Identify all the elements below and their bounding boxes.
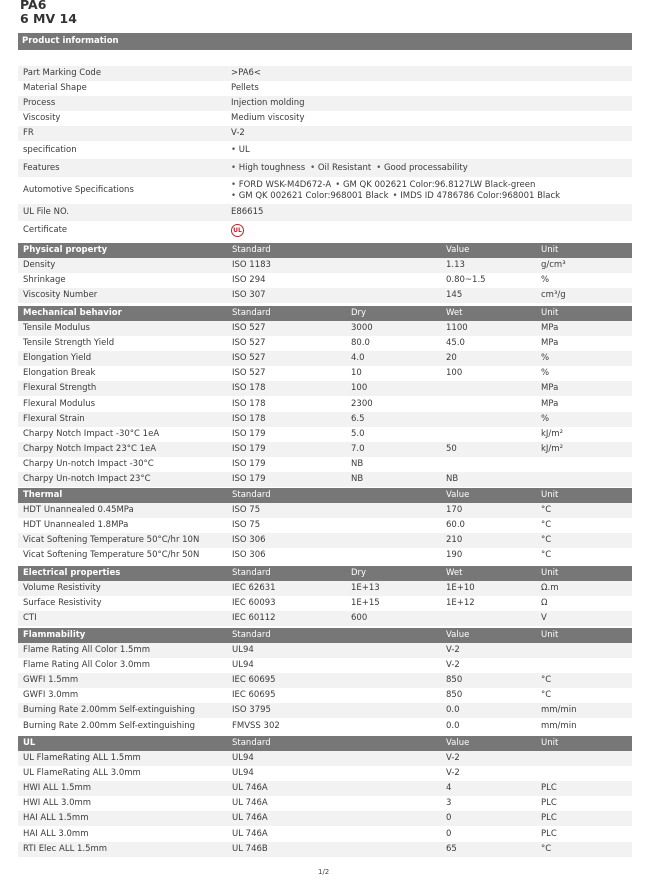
info-value xyxy=(231,141,250,159)
property-name: Charpy Un-notch Impact -30°C xyxy=(23,458,154,469)
flammability-section-header xyxy=(18,628,632,643)
mechanical-section-header xyxy=(18,306,632,321)
test-standard: ISO 527 xyxy=(232,338,266,349)
property-name: Burning Rate 2.00mm Self-extinguishing xyxy=(23,705,196,716)
property-unit: cm³/g xyxy=(541,290,566,301)
col-header-wet: Wet xyxy=(446,308,463,318)
info-label: Features xyxy=(23,163,60,173)
info-value: Medium viscosity xyxy=(231,113,305,123)
test-standard: ISO 179 xyxy=(232,443,266,454)
property-unit: °C xyxy=(541,535,552,546)
dry-value: 600 xyxy=(351,613,368,624)
col-header-dry: Dry xyxy=(351,308,367,318)
thermal-table-row xyxy=(18,518,632,533)
property-name: UL FlameRating ALL 1.5mm xyxy=(23,753,141,763)
dry-value: 5.0 xyxy=(351,428,365,439)
section-title: UL xyxy=(23,738,36,748)
property-name: Vicat Softening Temperature 50°C/hr 50N xyxy=(23,550,200,561)
wet-value: NB xyxy=(446,474,459,484)
property-name: HAI ALL 1.5mm xyxy=(23,813,89,824)
property-unit: kJ/m² xyxy=(541,428,563,439)
mechanical-table-row xyxy=(18,412,632,427)
info-value xyxy=(231,221,244,240)
test-standard: ISO 3795 xyxy=(232,705,271,716)
info-row-viscosity xyxy=(18,111,632,126)
info-row-specification xyxy=(18,141,632,159)
flammability-table-row xyxy=(18,703,632,718)
property-name: Flame Rating All Color 3.0mm xyxy=(23,660,150,671)
property-value: 190 xyxy=(446,550,463,561)
property-name: Tensile Strength Yield xyxy=(23,338,115,349)
test-standard: IEC 62631 xyxy=(232,583,276,593)
col-header-unit: Unit xyxy=(541,490,559,500)
property-unit: mm/min xyxy=(541,720,577,731)
property-name: Charpy Notch Impact -30°C 1eA xyxy=(23,428,160,439)
feature-item: High toughness xyxy=(238,163,306,173)
test-standard: IEC 60695 xyxy=(232,690,276,701)
physical-table-row xyxy=(18,258,632,273)
mechanical-table-row xyxy=(18,336,632,351)
page-number: 1/2 xyxy=(318,868,330,876)
property-name: Flexural Modulus xyxy=(23,398,96,409)
property-name: RTI Elec ALL 1.5mm xyxy=(23,843,108,854)
property-name: Elongation Break xyxy=(23,368,96,379)
physical-table-row xyxy=(18,288,632,303)
spec-item: GM QK 002621 Color:968001 Black xyxy=(238,191,389,201)
thermal-table-row xyxy=(18,503,632,518)
col-header-standard: Standard xyxy=(232,245,271,255)
property-value: 0.0 xyxy=(446,705,460,716)
document-title: PA6 xyxy=(20,0,47,12)
feature-item: Oil Resistant xyxy=(317,163,372,173)
test-standard: ISO 294 xyxy=(232,275,266,286)
wet-value: 1E+10 xyxy=(446,583,475,593)
mechanical-table-row xyxy=(18,351,632,366)
wet-value: 1E+12 xyxy=(446,598,475,609)
col-header-standard: Standard xyxy=(232,738,271,748)
test-standard: IEC 60112 xyxy=(232,613,276,624)
test-standard: ISO 178 xyxy=(232,398,266,409)
col-header-value: Value xyxy=(446,245,470,255)
flammability-table-row xyxy=(18,658,632,673)
info-label: Certificate xyxy=(23,225,68,235)
property-name: Flexural Strain xyxy=(23,413,85,424)
property-value: 65 xyxy=(446,843,457,854)
dry-value: NB xyxy=(351,458,364,469)
ul-table-row xyxy=(18,842,632,857)
property-unit: Ω xyxy=(541,598,548,609)
wet-value: 100 xyxy=(446,368,463,379)
property-name: GWFI 1.5mm xyxy=(23,675,79,686)
test-standard: IEC 60093 xyxy=(232,598,276,609)
spec-item: GM QK 002621 Color:96.8127LW Black-green xyxy=(342,180,536,190)
info-label: Viscosity xyxy=(23,113,61,123)
test-standard: UL94 xyxy=(232,753,254,763)
test-standard: ISO 75 xyxy=(232,505,261,515)
test-standard: UL94 xyxy=(232,660,254,671)
dry-value: 100 xyxy=(351,383,368,394)
bullet-icon: • xyxy=(231,180,239,190)
info-row-certificate xyxy=(18,221,632,240)
col-header-wet: Wet xyxy=(446,568,463,578)
property-value: 170 xyxy=(446,505,463,515)
section-title: Physical property xyxy=(23,245,108,255)
bullet-icon: • xyxy=(231,163,239,173)
property-unit: % xyxy=(541,368,550,379)
col-header-value: Value xyxy=(446,490,470,500)
flammability-table-row xyxy=(18,673,632,688)
ul-table-row xyxy=(18,751,632,766)
property-name: Surface Resistivity xyxy=(23,598,102,609)
test-standard: UL 746B xyxy=(232,843,268,854)
col-header-unit: Unit xyxy=(541,245,559,255)
physical-section-header xyxy=(18,243,632,258)
electrical-table-row xyxy=(18,596,632,611)
property-value: 210 xyxy=(446,535,463,546)
test-standard: FMVSS 302 xyxy=(232,720,280,731)
info-row-automotive-specifications xyxy=(18,177,632,204)
property-value: 850 xyxy=(446,690,463,701)
mechanical-table-row xyxy=(18,366,632,381)
property-unit: kJ/m² xyxy=(541,443,563,454)
ul-table-row xyxy=(18,766,632,781)
info-label: FR xyxy=(23,128,34,138)
dry-value: 2300 xyxy=(351,398,373,409)
test-standard: ISO 179 xyxy=(232,474,266,484)
electrical-table-row xyxy=(18,581,632,596)
dry-value: 1E+13 xyxy=(351,583,380,593)
col-header-standard: Standard xyxy=(232,308,271,318)
property-value: 0.0 xyxy=(446,720,460,731)
property-value: V-2 xyxy=(446,660,460,671)
property-value: 1.13 xyxy=(446,260,465,270)
property-unit: °C xyxy=(541,843,552,854)
property-value: 0 xyxy=(446,813,452,824)
info-label: Material Shape xyxy=(23,83,87,93)
dry-value: 1E+15 xyxy=(351,598,380,609)
property-value: 0 xyxy=(446,828,452,839)
property-name: UL FlameRating ALL 3.0mm xyxy=(23,768,141,779)
property-name: HAI ALL 3.0mm xyxy=(23,828,89,839)
property-unit: % xyxy=(541,275,550,286)
property-unit: °C xyxy=(541,675,552,686)
property-value: 4 xyxy=(446,783,452,794)
test-standard: ISO 307 xyxy=(232,290,266,301)
test-standard: UL 746A xyxy=(232,813,268,824)
bullet-icon: • xyxy=(376,163,384,173)
product-info-header: Product information xyxy=(18,33,632,50)
info-row-part-marking-code xyxy=(18,66,632,81)
col-header-unit: Unit xyxy=(541,738,559,748)
col-header-unit: Unit xyxy=(541,568,559,578)
mechanical-table-row xyxy=(18,427,632,442)
property-name: HWI ALL 3.0mm xyxy=(23,798,92,809)
property-value: 850 xyxy=(446,675,463,686)
test-standard: ISO 178 xyxy=(232,413,266,424)
ul-table-row xyxy=(18,827,632,842)
col-header-value: Value xyxy=(446,738,470,748)
col-header-unit: Unit xyxy=(541,630,559,640)
property-value: 145 xyxy=(446,290,463,301)
section-title: Mechanical behavior xyxy=(23,308,122,318)
ul-certification-logo-icon: UL xyxy=(231,224,244,237)
property-unit: mm/min xyxy=(541,705,577,716)
property-unit: PLC xyxy=(541,798,557,809)
info-label: Part Marking Code xyxy=(23,68,102,78)
info-row-ul-file-no xyxy=(18,204,632,221)
property-name: Burning Rate 2.00mm Self-extinguishing xyxy=(23,720,196,731)
test-standard: ISO 75 xyxy=(232,520,261,531)
dry-value: 4.0 xyxy=(351,353,365,364)
col-header-dry: Dry xyxy=(351,568,367,578)
bullet-icon: • xyxy=(231,191,239,201)
info-value: E86615 xyxy=(231,207,264,217)
property-unit: V xyxy=(541,613,547,624)
property-name: Flexural Strength xyxy=(23,383,97,394)
flammability-table-row xyxy=(18,719,632,734)
property-unit: MPa xyxy=(541,398,559,409)
property-unit: PLC xyxy=(541,813,557,824)
mechanical-table-row xyxy=(18,321,632,336)
col-header-standard: Standard xyxy=(232,568,271,578)
ul-section-header xyxy=(18,736,632,751)
electrical-section-header xyxy=(18,566,632,581)
col-header-unit: Unit xyxy=(541,308,559,318)
property-name: Charpy Notch Impact 23°C 1eA xyxy=(23,443,157,454)
dry-value: 7.0 xyxy=(351,443,365,454)
test-standard: ISO 306 xyxy=(232,550,266,561)
property-name: Vicat Softening Temperature 50°C/hr 10N xyxy=(23,535,200,546)
property-name: HDT Unannealed 0.45MPa xyxy=(23,505,134,515)
flammability-table-row xyxy=(18,688,632,703)
test-standard: UL 746A xyxy=(232,798,268,809)
property-name: Tensile Modulus xyxy=(23,323,90,333)
test-standard: UL94 xyxy=(232,645,254,655)
property-unit: MPa xyxy=(541,338,559,349)
wet-value: 20 xyxy=(446,353,457,364)
mechanical-table-row xyxy=(18,397,632,412)
test-standard: ISO 1183 xyxy=(232,260,271,270)
dry-value: 10 xyxy=(351,368,362,379)
info-value: Pellets xyxy=(231,83,259,93)
property-value: V-2 xyxy=(446,753,460,763)
property-unit: Ω.m xyxy=(541,583,559,593)
property-unit: PLC xyxy=(541,828,557,839)
property-value: 60.0 xyxy=(446,520,465,531)
test-standard: ISO 306 xyxy=(232,535,266,546)
electrical-table-row xyxy=(18,611,632,626)
info-label: specification xyxy=(23,145,77,155)
thermal-section-header xyxy=(18,488,632,503)
property-name: HWI ALL 1.5mm xyxy=(23,783,92,794)
test-standard: UL 746A xyxy=(232,783,268,794)
property-unit: MPa xyxy=(541,323,559,333)
info-value: >PA6< xyxy=(231,68,262,78)
info-value xyxy=(231,180,560,202)
mechanical-table-row xyxy=(18,381,632,396)
property-name: Volume Resistivity xyxy=(23,583,101,593)
bullet-icon: • xyxy=(231,145,239,155)
info-row-material-shape xyxy=(18,81,632,96)
document-subtitle: 6 MV 14 xyxy=(20,11,77,26)
dry-value: 3000 xyxy=(351,323,373,333)
col-header-standard: Standard xyxy=(232,490,271,500)
info-value: V-2 xyxy=(231,128,245,138)
test-standard: UL94 xyxy=(232,768,254,779)
thermal-table-row xyxy=(18,548,632,563)
bullet-icon: • xyxy=(335,180,343,190)
info-label: UL File NO. xyxy=(23,207,69,217)
property-name: Elongation Yield xyxy=(23,353,92,364)
property-unit: °C xyxy=(541,520,552,531)
test-standard: UL 746A xyxy=(232,828,268,839)
spec-line xyxy=(231,191,560,202)
ul-table-row xyxy=(18,796,632,811)
property-unit: PLC xyxy=(541,783,557,794)
col-header-standard: Standard xyxy=(232,630,271,640)
property-unit: % xyxy=(541,413,550,424)
property-value: 3 xyxy=(446,798,452,809)
property-name: GWFI 3.0mm xyxy=(23,690,79,701)
section-title: Thermal xyxy=(23,490,63,500)
property-name: Viscosity Number xyxy=(23,290,98,301)
property-value: V-2 xyxy=(446,645,460,655)
property-name: CTI xyxy=(23,613,37,624)
feature-item: Good processability xyxy=(383,163,468,173)
section-title: Flammability xyxy=(23,630,86,640)
info-value xyxy=(231,159,468,177)
property-unit: °C xyxy=(541,550,552,561)
col-header-value: Value xyxy=(446,630,470,640)
info-value: Injection molding xyxy=(231,98,305,108)
thermal-table-row xyxy=(18,533,632,548)
dry-value: 80.0 xyxy=(351,338,370,349)
test-standard: ISO 178 xyxy=(232,383,266,394)
section-title: Electrical properties xyxy=(23,568,121,578)
test-standard: ISO 527 xyxy=(232,368,266,379)
wet-value: 45.0 xyxy=(446,338,465,349)
info-row-process xyxy=(18,96,632,111)
info-label: Process xyxy=(23,98,56,108)
spec-item: FORD WSK-M4D672-A xyxy=(238,180,332,190)
property-name: Charpy Un-notch Impact 23°C xyxy=(23,474,151,484)
property-name: Flame Rating All Color 1.5mm xyxy=(23,645,150,655)
wet-value: 50 xyxy=(446,443,457,454)
mechanical-table-row xyxy=(18,442,632,457)
test-standard: ISO 179 xyxy=(232,428,266,439)
property-unit: °C xyxy=(541,505,552,515)
property-unit: g/cm³ xyxy=(541,260,566,270)
mechanical-table-row xyxy=(18,472,632,487)
flammability-table-row xyxy=(18,643,632,658)
property-value: 0.80~1.5 xyxy=(446,275,486,286)
wet-value: 1100 xyxy=(446,323,468,333)
physical-table-row xyxy=(18,273,632,288)
property-name: Shrinkage xyxy=(23,275,66,286)
ul-table-row xyxy=(18,781,632,796)
info-row-features xyxy=(18,159,632,177)
spec-line xyxy=(231,180,560,191)
property-unit: °C xyxy=(541,690,552,701)
info-value-text: UL xyxy=(238,145,250,155)
dry-value: 6.5 xyxy=(351,413,365,424)
test-standard: ISO 527 xyxy=(232,323,266,333)
dry-value: NB xyxy=(351,474,364,484)
spec-item: IMDS ID 4786786 Color:968001 Black xyxy=(400,191,561,201)
test-standard: IEC 60695 xyxy=(232,675,276,686)
mechanical-table-row xyxy=(18,457,632,472)
property-value: V-2 xyxy=(446,768,460,779)
ul-table-row xyxy=(18,811,632,826)
property-name: HDT Unannealed 1.8MPa xyxy=(23,520,129,531)
bullet-icon: • xyxy=(310,163,318,173)
info-label: Automotive Specifications xyxy=(23,185,134,195)
property-unit: % xyxy=(541,353,550,364)
test-standard: ISO 527 xyxy=(232,353,266,364)
info-row-fr xyxy=(18,126,632,141)
property-unit: MPa xyxy=(541,383,559,394)
bullet-icon: • xyxy=(392,191,401,201)
test-standard: ISO 179 xyxy=(232,458,266,469)
property-name: Density xyxy=(23,260,56,270)
